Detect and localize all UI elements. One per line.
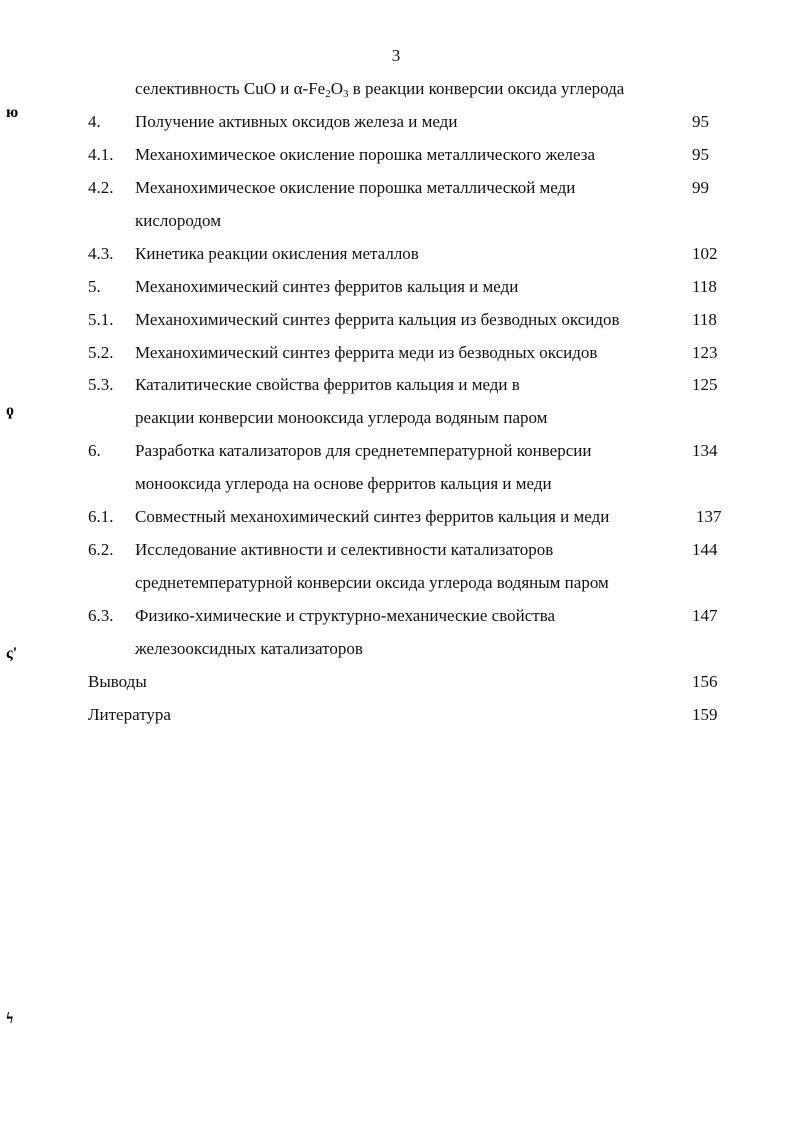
- toc-page: 137: [696, 507, 722, 526]
- toc-title: Получение активных оксидов железа и меди: [135, 112, 458, 131]
- toc-page: 118: [692, 277, 717, 296]
- toc-number: 5.3.: [88, 375, 114, 394]
- margin-mark: ϙ: [6, 402, 14, 419]
- toc-continuation-line: [0, 75, 792, 103]
- margin-mark: ϟ: [6, 1010, 14, 1027]
- toc-entry-4-3: [0, 240, 792, 268]
- toc-title: монооксида углерода на основе ферритов кальция и меди: [135, 474, 552, 493]
- toc-entry-conclusions: [0, 668, 792, 696]
- toc-page: 156: [692, 672, 718, 691]
- toc-title: Кинетика реакции окисления металлов: [135, 244, 419, 263]
- toc-page: 144: [692, 540, 718, 559]
- toc-page: 102: [692, 244, 718, 263]
- toc-entry-6-1: [0, 503, 792, 531]
- toc-continuation-line: [0, 569, 792, 597]
- toc-page: 123: [692, 343, 718, 362]
- toc-entry-5-3: [0, 371, 792, 399]
- toc-title: Совместный механохимический синтез ферритов кальция и меди: [135, 507, 610, 526]
- toc-title: Разработка катализаторов для среднетемпературной конверсии: [135, 441, 592, 460]
- toc-number: 4.2.: [88, 178, 114, 197]
- toc-continuation-line: [0, 635, 792, 663]
- toc-number: 4.1.: [88, 145, 114, 164]
- toc-number: 4.: [88, 112, 101, 131]
- toc-title: Физико-химические и структурно-механические свойства: [135, 606, 556, 625]
- toc-number: 6.2.: [88, 540, 114, 559]
- toc-page: 125: [692, 375, 718, 394]
- toc-title: Литература: [88, 705, 171, 724]
- toc-page: 95: [692, 145, 709, 164]
- toc-title: Выводы: [88, 672, 147, 691]
- toc-page: 134: [692, 441, 718, 460]
- toc-number: 5.2.: [88, 343, 114, 362]
- toc-continuation-line: [0, 207, 792, 235]
- toc-page: 95: [692, 112, 709, 131]
- toc-page: 99: [692, 178, 709, 197]
- toc-title: среднетемпературной конверсии оксида углерода водяным паром: [135, 573, 609, 592]
- page-number: 3: [391, 46, 401, 65]
- toc-title: Механохимическое окисление порошка металлической меди: [135, 178, 576, 197]
- toc-title: Механохимический синтез феррита меди из безводных оксидов: [135, 343, 598, 362]
- toc-number: 6.: [88, 441, 101, 460]
- toc-entry-4-2: [0, 174, 792, 202]
- toc-entry-references: [0, 701, 792, 729]
- margin-mark: ς': [6, 645, 18, 662]
- toc-entry-6-2: [0, 536, 792, 564]
- toc-entry-5-2: [0, 339, 792, 367]
- toc-number: 6.1.: [88, 507, 114, 526]
- toc-number: 6.3.: [88, 606, 114, 625]
- margin-mark: ю: [6, 104, 19, 121]
- toc-number: 5.1.: [88, 310, 114, 329]
- toc-entry-5: [0, 273, 792, 301]
- toc-entry-6: [0, 437, 792, 465]
- toc-title: Механохимический синтез феррита кальция из безводных оксидов: [135, 310, 620, 329]
- toc-entry-5-1: [0, 306, 792, 334]
- toc-title: Механохимическое окисление порошка металлического железа: [135, 145, 596, 164]
- toc-page: 118: [692, 310, 717, 329]
- toc-title: Механохимический синтез ферритов кальция и меди: [135, 277, 519, 296]
- toc-title: Исследование активности и селективности катализаторов: [135, 540, 554, 559]
- toc-entry-6-3: [0, 602, 792, 630]
- toc-number: 5.: [88, 277, 101, 296]
- toc-number: 4.3.: [88, 244, 114, 263]
- toc-title: селективность CuO и $\alpha-Fe_2O_3$ в реакции конверсии оксида углерода: [135, 79, 625, 100]
- toc-title: кислородом: [135, 211, 221, 230]
- toc-entry-4-1: [0, 141, 792, 169]
- toc-title: реакции конверсии монооксида углерода водяным паром: [135, 408, 548, 427]
- toc-page: 147: [692, 606, 718, 625]
- toc-title: железооксидных катализаторов: [135, 639, 363, 658]
- toc-entry-4: [0, 108, 792, 136]
- toc-title: Каталитические свойства ферритов кальция и меди в: [135, 375, 520, 394]
- toc-page: 159: [692, 705, 718, 724]
- toc-continuation-line: [0, 404, 792, 432]
- toc-continuation-line: [0, 470, 792, 498]
